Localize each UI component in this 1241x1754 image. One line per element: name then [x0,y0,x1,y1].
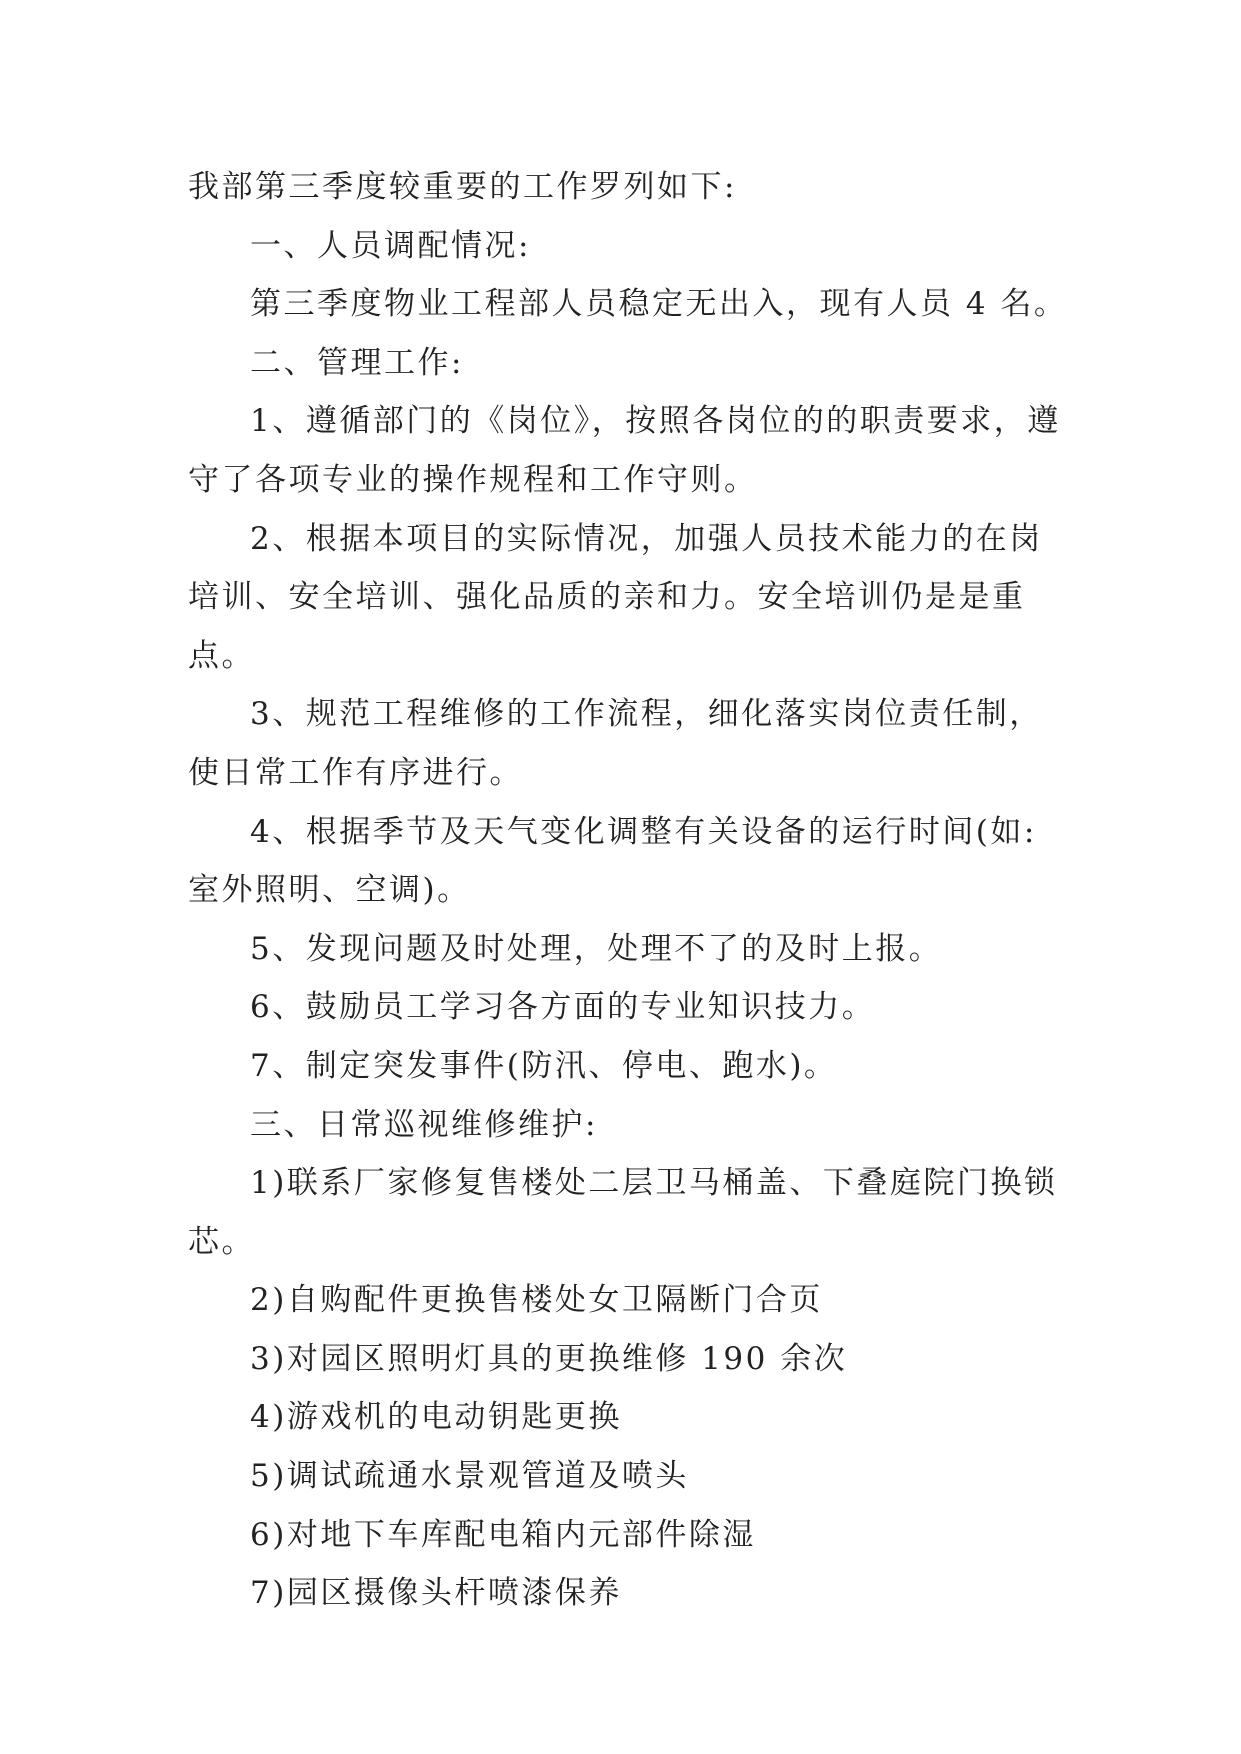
maintenance-item: 4)游戏机的电动钥匙更换 [250,1399,622,1436]
maintenance-item: 7)园区摄像头杆喷漆保养 [250,1575,622,1612]
maintenance-item: 3)对园区照明灯具的更换维修 190 余次 [250,1340,848,1377]
maintenance-item: 1)联系厂家修复售楼处二层卫马桶盖、下叠庭院门换锁芯。 [188,1165,1058,1260]
management-item: 1、遵循部门的《岗位》，按照各岗位的的职责要求，遵守了各项专业的操作规程和工作守则。 [188,403,1061,498]
section-heading-staffing: 一、人员调配情况: [250,227,531,264]
management-item: 7、制定突发事件(防汛、停电、跑水)。 [250,1047,838,1084]
document-body [188,158,1068,1623]
maintenance-item: 6)对地下车库配电箱内元部件除湿 [250,1516,756,1553]
section-heading-management: 二、管理工作: [250,344,464,381]
staffing-paragraph: 第三季度物业工程部人员稳定无出入，现有人员 4 名。 [250,286,1068,323]
management-item: 3、规范工程维修的工作流程，细化落实岗位责任制，使日常工作有序进行。 [188,696,1043,791]
management-item: 6、鼓励员工学习各方面的专业知识技力。 [250,989,876,1026]
management-item: 4、根据季节及天气变化调整有关设备的运行时间(如:室外照明、空调)。 [188,813,1037,909]
maintenance-item: 2)自购配件更换售楼处女卫隔断门合页 [250,1282,823,1319]
maintenance-item: 5)调试疏通水景观管道及喷头 [250,1458,689,1495]
section-heading-maintenance: 三、日常巡视维修维护: [250,1106,598,1143]
management-item: 5、发现问题及时处理，处理不了的及时上报。 [250,930,943,967]
intro-paragraph: 我部第三季度较重要的工作罗列如下: [188,169,737,205]
management-item: 2、根据本项目的实际情况，加强人员技术能力的在岗培训、安全培训、强化品质的亲和力。安全培训仍是是重点。 [188,520,1043,674]
